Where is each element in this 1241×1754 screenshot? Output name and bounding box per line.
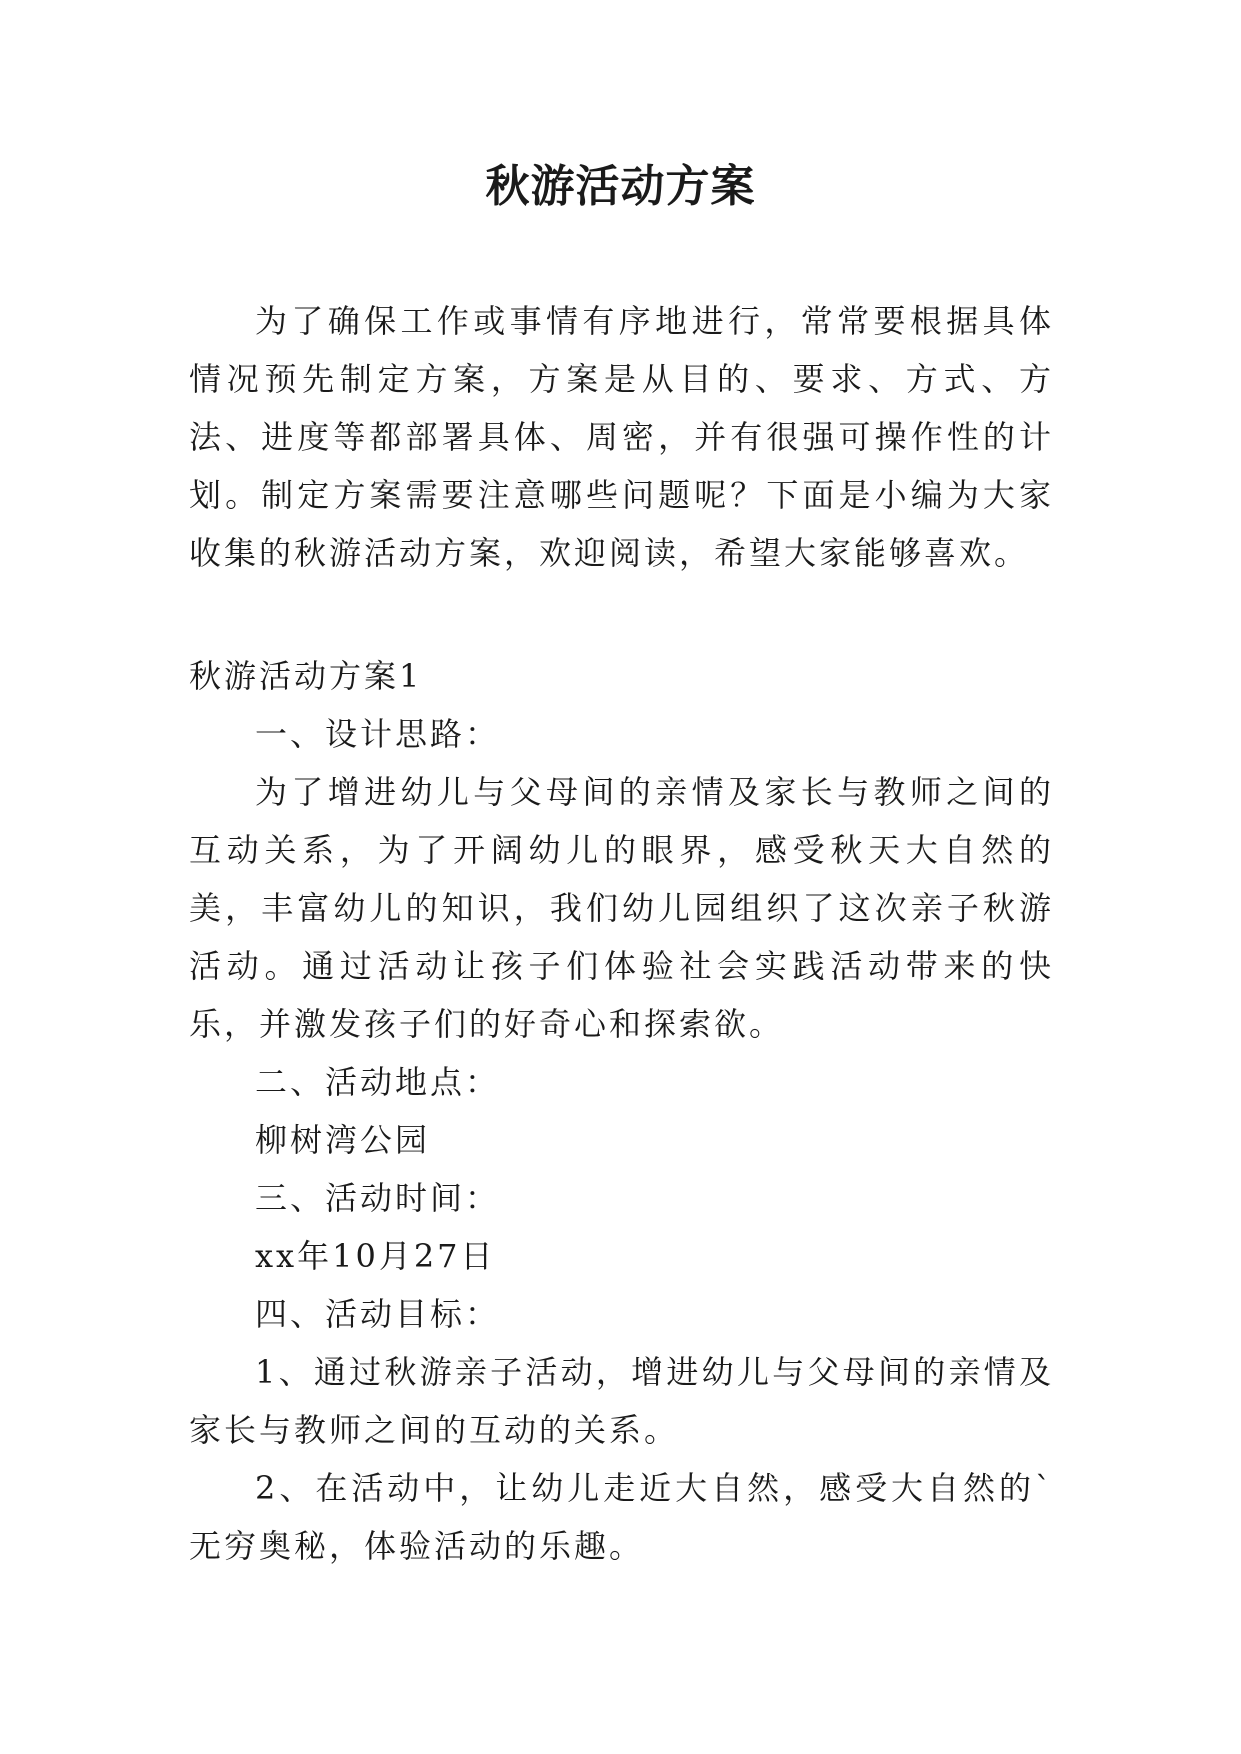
intro-paragraph: 为了确保工作或事情有序地进行，常常要根据具体情况预先制定方案，方案是从目的、要求、方式、方法、进度等都部署具体、周密，并有很强可操作性的计划。制定方案需要注意哪些问题呢？下面是小编为大家收集的秋游活动方案，欢迎阅读，希望大家能够喜欢。 [189,302,1054,572]
section-2-heading: 二、活动地点： [255,1063,501,1101]
section-1-text: 为了增进幼儿与父母间的亲情及家长与教师之间的互动关系，为了开阔幼儿的眼界，感受秋天大自然的美，丰富幼儿的知识，我们幼儿园组织了这次亲子秋游活动。通过活动让孩子们体验社会实践活动带来的快乐，并激发孩子们的好奇心和探索欲。 [189,773,1054,1043]
section-4-heading: 四、活动目标： [255,1295,501,1333]
document-body [189,292,1054,1575]
section-2-text: 柳树湾公园 [255,1121,431,1159]
section-4-item-1: 1、通过秋游亲子活动，增进幼儿与父母间的亲情及家长与教师之间的互动的关系。 [189,1353,1054,1449]
section-4-item-2: 2、在活动中，让幼儿走近大自然，感受大自然的`无穷奥秘，体验活动的乐趣。 [189,1469,1054,1565]
section-3-text: xx年10月27日 [255,1237,496,1275]
section-1-heading: 一、设计思路： [255,715,501,753]
section-title: 秋游活动方案1 [189,657,423,695]
document-title: 秋游活动方案 [485,161,756,212]
section-3-heading: 三、活动时间： [255,1179,501,1217]
